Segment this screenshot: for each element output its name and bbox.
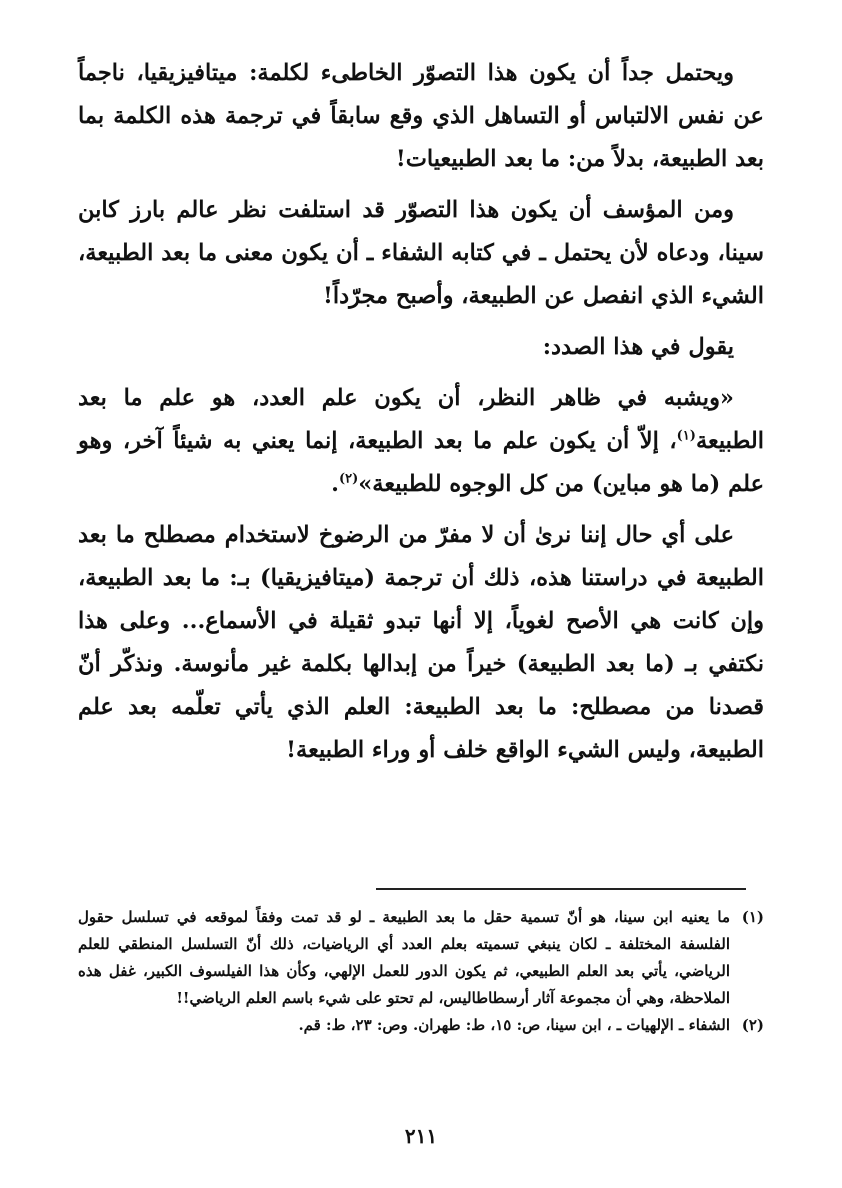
footnote-1 — [78, 904, 764, 1012]
paragraph-1: ويحتمل جداً أن يكون هذا التصوّر الخاطىء لكلمة: ميتافيزيقيا، ناجماً عن نفس الالتباس أو التساهل الذي وقع سابقاً في ترجمة هذه الكلمة بما بعد الطبيعة، بدلاً من: ما بعد الطبيعيات! — [78, 60, 764, 172]
paragraph-2: ومن المؤسف أن يكون هذا التصوّر قد استلفت نظر عالم بارز كابن سينا، ودعاه لأن يحتمل ـ في كتابه الشفاء ـ أن يكون معنى ما بعد الطبيعة، الشيء الذي انفصل عن الطبيعة، وأصبح مجرّداً! — [78, 197, 764, 309]
footnote-ref-2[interactable]: (٢) — [338, 471, 359, 487]
main-text — [78, 52, 764, 772]
page-number: ٢١١ — [404, 1124, 438, 1148]
quote-paragraph — [78, 377, 764, 506]
footnote-divider — [376, 888, 746, 890]
footnotes — [78, 904, 764, 1039]
footnote-number: (٢) — [741, 1016, 764, 1034]
footnote-ref-1[interactable]: (١) — [676, 428, 696, 444]
quote-part-1: «ويشبه في ظاهر النظر، أن يكون علم العدد، هو علم ما بعد الطبيعة — [78, 385, 764, 454]
footnote-text: ما يعنيه ابن سينا، هو أنّ تسمية حقل ما بعد الطبيعة ـ لو قد تمت وفقاً لموقعه في تسلسل حقول الفلسفة المختلفة ـ لكان ينبغي تسميته بعلم العدد أي الرياضيات، ذلك أنّ التسلسل المنطقي للعلم الرياضي، يأتي بعد العلم الطبيعي، ثم يكون الدور للعمل الإلهي، وكأن هذا الفيلسوف الكبير، غفل هذه الملاحظة، وهي أن مجموعة آثار أرسطاطاليس، لم تحتو على شيء باسم العلم الرياضي!! — [78, 908, 730, 1007]
quote-part-2: ، إلاّ أن يكون علم ما بعد الطبيعة، إنما يعني به شيئاً آخر، وهو علم (ما هو مباين) من كل الوجوه للطبيعة» — [78, 428, 764, 497]
footnote-number: (١) — [741, 908, 764, 926]
footnote-2 — [78, 1012, 764, 1039]
paragraph-3: يقول في هذا الصدد: — [542, 334, 734, 360]
footnote-text: الشفاء ـ الإلهيات ـ ، ابن سينا، ص: ١٥، ط: طهران. وص: ٢٣، ط: قم. — [298, 1016, 730, 1034]
quote-end: . — [331, 471, 339, 497]
paragraph-final: على أي حال إننا نرىٰ أن لا مفرّ من الرضوخ لاستخدام مصطلح ما بعد الطبيعة في دراستنا هذه، ذلك أن ترجمة (ميتافيزيقيا) بـ: ما بعد الطبيعة، وإن كانت هي الأصح لغوياً، إلا أنها تبدو ثقيلة في الأسماع... وعلى هذا نكتفي بـ (ما بعد الطبيعة) خيراً من إبدالها بكلمة غير مأنوسة. ونذكّر أنّ قصدنا من مصطلح: ما بعد الطبيعة: العلم الذي يأتي تعلّمه بعد علم الطبيعة، وليس الشيء الواقع خلف أو وراء الطبيعة! — [78, 522, 764, 763]
